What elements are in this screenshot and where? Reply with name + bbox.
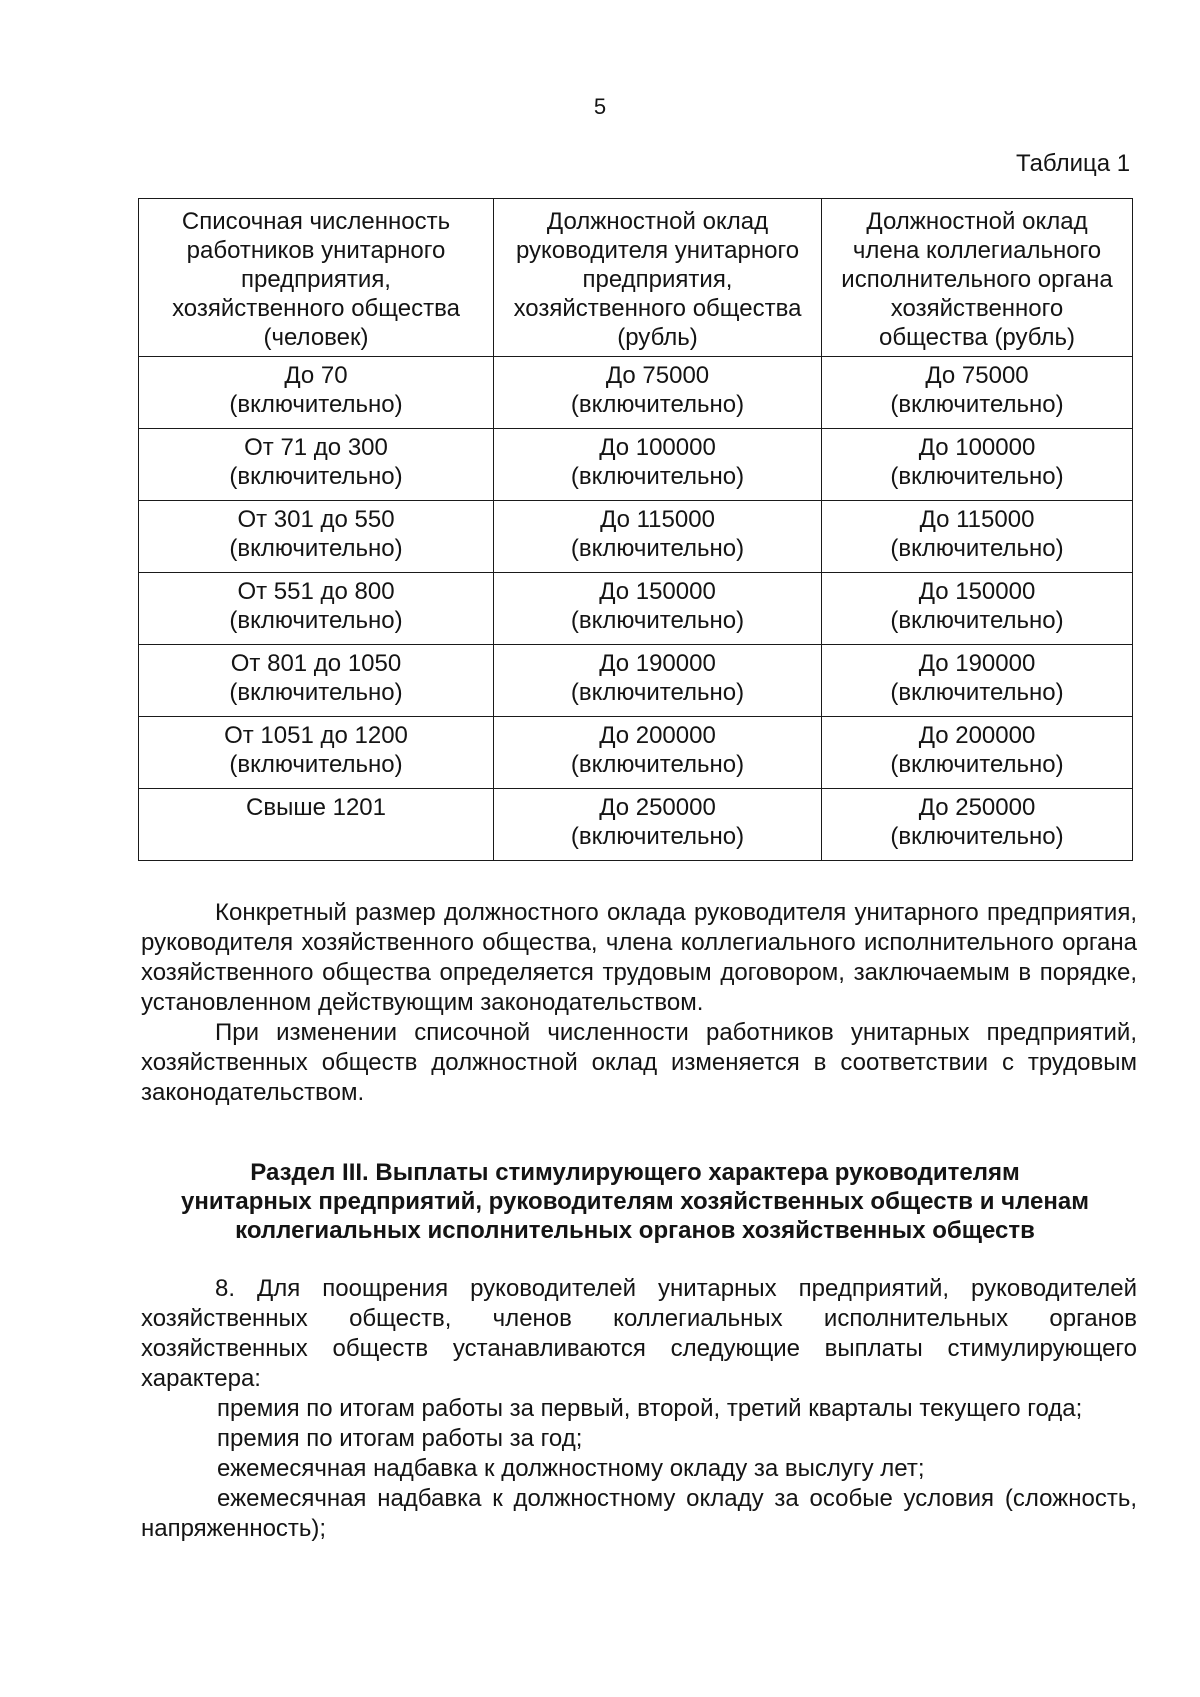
cell-line: (включительно) [229,607,403,634]
header-line: общества (рубль) [879,324,1075,351]
cell-line: От 71 до 300 [244,434,388,461]
table-row [139,501,1133,573]
header-line: Должностной оклад [546,208,769,235]
cell-line: До 250000 [918,794,1036,821]
cell-line: (включительно) [570,535,745,562]
header-line: хозяйственного общества [172,295,460,322]
section-title-line: Раздел III. Выплаты стимулирующего характера руководителям [250,1159,1020,1186]
cell-line: До 200000 [918,722,1036,749]
cell-line: (включительно) [570,391,745,418]
cell-line: От 1051 до 1200 [224,722,408,749]
cell-line: (включительно) [570,679,745,706]
header-line: Должностной оклад [866,208,1088,235]
clause-8-block [141,1274,1137,1544]
body-text-after-table [141,898,1137,1108]
header-board-member-salary [822,199,1133,357]
table-row [139,357,1133,429]
header-line: руководителя унитарного [515,237,800,264]
cell-board-salary [822,789,1133,861]
cell-line: (включительно) [570,607,745,634]
cell-line: (включительно) [229,463,403,490]
list-item: ежемесячная надбавка к должностному окладу за особые условия (сложность, напряженность); [141,1485,1137,1542]
salary-table [138,198,1133,861]
list-item: премия по итогам работы за первый, второй, третий кварталы текущего года; [217,1395,1083,1422]
cell-board-salary [822,573,1133,645]
cell-line: До 190000 [599,650,716,677]
cell-line: (включительно) [890,607,1064,634]
cell-headcount [139,501,494,573]
cell-line: (включительно) [890,391,1064,418]
header-line: предприятия, [582,266,733,293]
header-headcount [139,199,494,357]
list-item: ежемесячная надбавка к должностному окладу за выслугу лет; [217,1455,925,1482]
table-row [139,645,1133,717]
cell-board-salary [822,501,1133,573]
cell-head-salary [494,429,822,501]
cell-line: От 551 до 800 [237,578,395,605]
cell-head-salary [494,357,822,429]
cell-line: (включительно) [229,679,403,706]
cell-headcount [139,645,494,717]
table-row [139,573,1133,645]
cell-line: До 75000 [605,362,710,389]
cell-board-salary [822,717,1133,789]
cell-headcount [139,357,494,429]
page-number: 5 [593,94,607,119]
paragraph-salary-determination: Конкретный размер должностного оклада руководителя унитарного предприятия, руководителя хозяйственного общества, члена коллегиального исполнительного органа хозяйственного общества определяется трудовым договором, заключаемым в порядке, установленном действующим законодательством. [141,899,1137,1016]
section-title [130,1158,1140,1245]
cell-board-salary [822,645,1133,717]
cell-headcount [139,717,494,789]
cell-line: До 75000 [925,362,1029,389]
cell-board-salary [822,357,1133,429]
cell-line: (включительно) [570,751,745,778]
cell-line: (включительно) [890,823,1064,850]
section-title-line: унитарных предприятий, руководителям хозяйственных обществ и членам [181,1188,1089,1215]
cell-head-salary [494,789,822,861]
cell-line: (включительно) [890,535,1064,562]
cell-line: (включительно) [890,679,1064,706]
cell-line: До 115000 [919,506,1035,533]
clause-8-text: 8. Для поощрения руководителей унитарных предприятий, руководителей хозяйственных обществ, членов коллегиальных исполнительных органов хозяйственных обществ устанавливаются следующие выплаты стимулирующего характера: [141,1275,1137,1392]
table-row [139,429,1133,501]
cell-line: От 301 до 550 [237,506,395,533]
cell-line: До 100000 [918,434,1036,461]
cell-head-salary [494,645,822,717]
cell-line: До 150000 [918,578,1036,605]
header-line: хозяйственного общества [513,295,802,322]
cell-line: До 250000 [599,794,716,821]
cell-line: (включительно) [570,823,745,850]
cell-headcount [139,573,494,645]
header-line: члена коллегиального [852,237,1102,264]
header-line: хозяйственного [890,295,1064,322]
cell-headcount [139,429,494,501]
cell-line: (включительно) [229,391,403,418]
cell-line: (включительно) [890,751,1064,778]
cell-line: (включительно) [890,463,1064,490]
cell-line: До 190000 [918,650,1036,677]
cell-line: От 801 до 1050 [230,650,402,677]
cell-line: До 100000 [599,434,716,461]
header-line: работников унитарного [186,237,446,264]
cell-head-salary [494,717,822,789]
paragraph-headcount-change: При изменении списочной численности работников унитарных предприятий, хозяйственных обществ должностной оклад изменяется в соответствии с трудовым законодательством. [141,1019,1137,1106]
header-line: Списочная численность [181,208,451,235]
header-line: (рубль) [617,324,698,351]
cell-headcount [139,789,494,861]
header-line: (человек) [263,324,369,351]
table-row [139,717,1133,789]
header-line: предприятия, [241,266,391,293]
list-item: премия по итогам работы за год; [217,1425,583,1452]
cell-line: (включительно) [229,535,403,562]
cell-line: (включительно) [229,751,403,778]
table-caption: Таблица 1 [1016,150,1131,177]
cell-line: (включительно) [570,463,745,490]
table-row [139,789,1133,861]
cell-line: До 200000 [599,722,716,749]
cell-board-salary [822,429,1133,501]
header-line: исполнительного органа [841,266,1113,293]
table-header-row [139,199,1133,357]
cell-line: До 70 [284,362,348,389]
cell-head-salary [494,501,822,573]
cell-line: До 115000 [600,506,715,533]
cell-head-salary [494,573,822,645]
cell-line: До 150000 [599,578,716,605]
section-title-line: коллегиальных исполнительных органов хозяйственных обществ [235,1217,1035,1244]
cell-line: Свыше 1201 [246,794,386,821]
header-head-salary [494,199,822,357]
